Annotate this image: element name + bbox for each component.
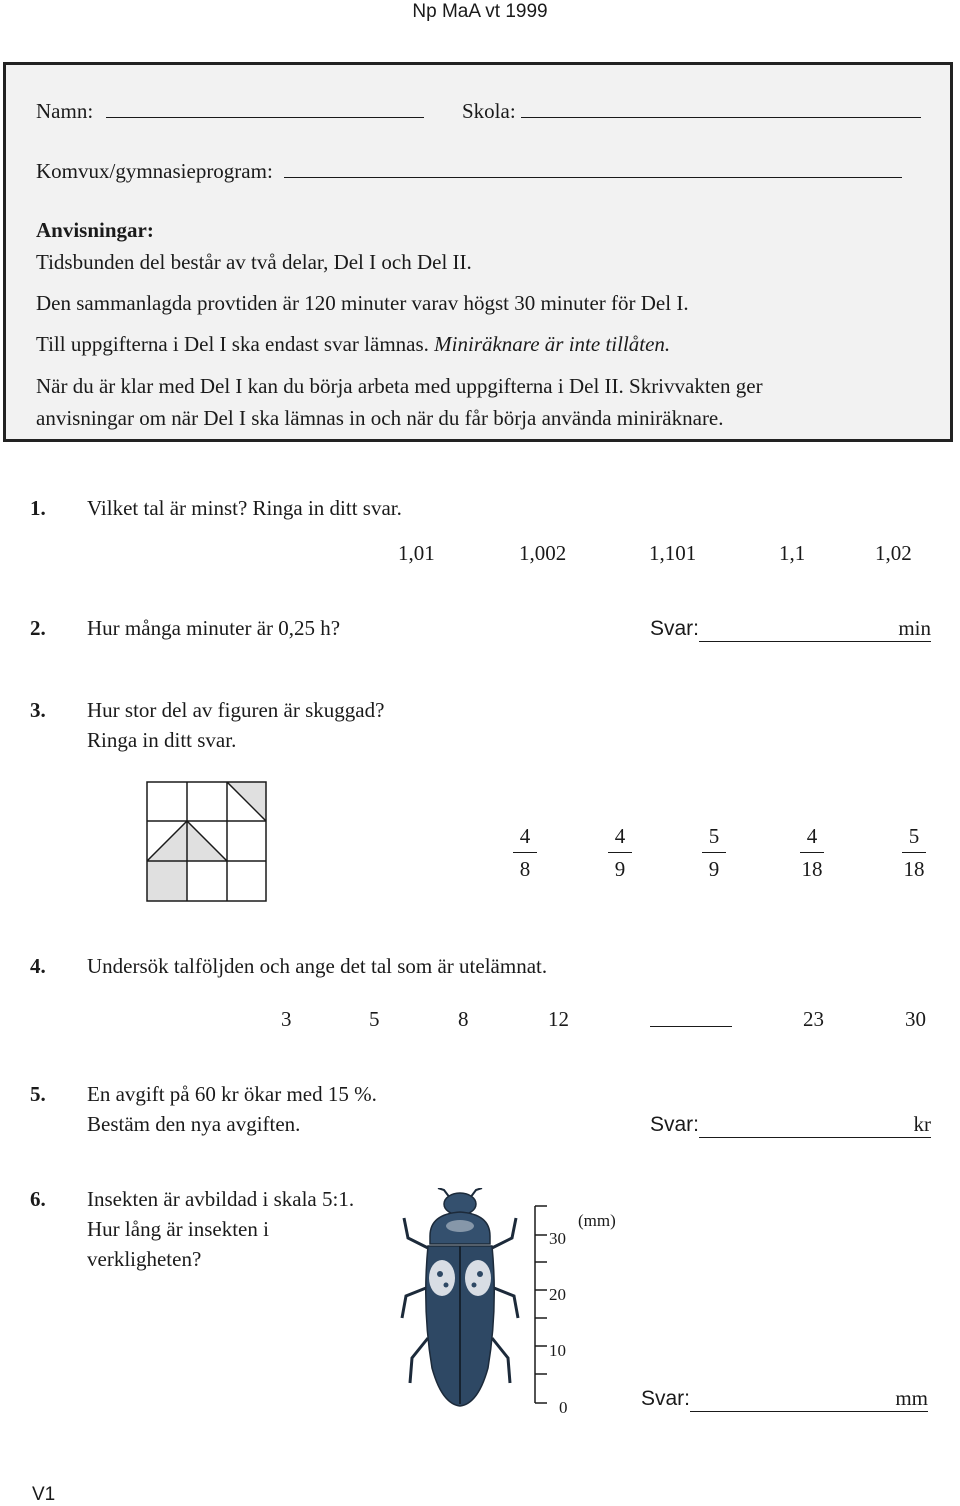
page-footer-version: V1 xyxy=(32,1484,56,1505)
q5-answer-row xyxy=(650,1111,931,1138)
q3-fraction-2[interactable] xyxy=(600,823,640,882)
instruction-line-1: Tidsbunden del består av två delar, Del I och Del II. xyxy=(36,250,472,274)
q1-option-1[interactable]: 1,01 xyxy=(398,541,435,565)
q3-fraction-4[interactable] xyxy=(792,823,832,882)
q3-fraction-3[interactable] xyxy=(694,823,734,882)
q4-seq-2: 5 xyxy=(369,1007,380,1031)
name-row xyxy=(36,98,424,124)
instructions-heading: Anvisningar: xyxy=(36,218,154,242)
page-header: Np MaA vt 1999 xyxy=(412,1,548,22)
q4-seq-1: 3 xyxy=(281,1007,292,1031)
q2-answer-field[interactable] xyxy=(699,615,931,642)
ruler-label-20: 20 xyxy=(549,1285,566,1304)
shaded-square-bottom-left xyxy=(147,861,187,901)
fraction-denominator: 18 xyxy=(801,857,823,881)
q1-option-3[interactable]: 1,101 xyxy=(649,541,697,565)
q6-unit: mm xyxy=(895,1386,929,1410)
school-row xyxy=(462,98,921,124)
fraction-denominator: 8 xyxy=(519,857,531,881)
program-row xyxy=(36,158,902,184)
q6-answer-row xyxy=(641,1385,928,1412)
q4-seq-7: 30 xyxy=(905,1007,926,1031)
q3-fraction-5[interactable] xyxy=(894,823,934,882)
q2-answer-row xyxy=(650,615,931,642)
school-label: Skola: xyxy=(462,99,516,123)
q6-number: 6. xyxy=(30,1187,46,1211)
q2-text: Hur många minuter är 0,25 h? xyxy=(87,616,341,640)
q5-text-line-1: En avgift på 60 kr ökar med 15 %. xyxy=(87,1082,377,1106)
instruction-line-4: När du är klar med Del I kan du börja arbeta med uppgifterna i Del II. Skrivvakten ger xyxy=(36,374,763,398)
q1-option-5[interactable]: 1,02 xyxy=(875,541,912,565)
q5-number: 5. xyxy=(30,1082,46,1106)
instruction-line-3-text: Till uppgifterna i Del I ska endast svar lämnas. xyxy=(36,332,429,356)
q4-number: 4. xyxy=(30,954,46,978)
name-label: Namn: xyxy=(36,99,94,123)
q3-text-line-1: Hur stor del av figuren är skuggad? xyxy=(87,698,385,722)
q6-answer-field[interactable] xyxy=(690,1385,928,1412)
program-label: Komvux/gymnasieprogram: xyxy=(36,159,273,183)
q3-text-line-2: Ringa in ditt svar. xyxy=(87,728,237,752)
name-field[interactable] xyxy=(106,117,424,118)
ruler-label-0: 0 xyxy=(559,1398,568,1417)
fraction-denominator: 18 xyxy=(903,857,925,881)
q1-number: 1. xyxy=(30,496,46,520)
q5-text-line-2: Bestäm den nya avgiften. xyxy=(87,1112,301,1136)
q4-seq-3: 8 xyxy=(458,1007,469,1031)
instruction-line-5: anvisningar om när Del I ska lämnas in och när du får börja använda miniräknare. xyxy=(36,406,724,430)
q6-text-line-2: Hur lång är insekten i xyxy=(87,1217,269,1241)
beetle-illustration xyxy=(400,1188,520,1410)
fraction-denominator: 9 xyxy=(708,857,720,881)
q4-seq-6: 23 xyxy=(803,1007,824,1031)
ruler-unit: (mm) xyxy=(578,1211,616,1230)
shaded-grid-figure xyxy=(145,780,269,904)
q2-number: 2. xyxy=(30,616,46,640)
instruction-line-3 xyxy=(36,331,670,357)
fraction-numerator: 5 xyxy=(908,824,920,848)
q3-fraction-1[interactable] xyxy=(505,823,545,882)
q3-number: 3. xyxy=(30,698,46,722)
school-field[interactable] xyxy=(521,117,921,118)
q2-unit: min xyxy=(898,616,932,640)
q6-text-line-3: verkligheten? xyxy=(87,1247,202,1271)
instruction-box xyxy=(3,62,953,442)
ruler-label-30: 30 xyxy=(549,1229,566,1248)
fraction-numerator: 4 xyxy=(806,824,818,848)
q5-answer-field[interactable] xyxy=(699,1111,931,1138)
q4-seq-4: 12 xyxy=(548,1007,569,1031)
fraction-numerator: 4 xyxy=(519,824,531,848)
ruler-label-10: 10 xyxy=(549,1341,566,1360)
q6-answer-label: Svar: xyxy=(641,1387,691,1410)
calculator-notice: Miniräknare är inte tillåten. xyxy=(434,332,671,356)
q2-answer-label: Svar: xyxy=(650,617,700,640)
instruction-line-2: Den sammanlagda provtiden är 120 minuter varav högst 30 minuter för Del I. xyxy=(36,291,689,315)
program-field[interactable] xyxy=(284,177,902,178)
fraction-numerator: 5 xyxy=(708,824,720,848)
q5-unit: kr xyxy=(913,1112,932,1136)
q1-text: Vilket tal är minst? Ringa in ditt svar. xyxy=(87,496,402,520)
q4-answer-field[interactable] xyxy=(650,1026,732,1027)
q4-text: Undersök talföljden och ange det tal som är utelämnat. xyxy=(87,954,548,978)
q1-option-4[interactable]: 1,1 xyxy=(779,541,806,565)
q6-text-line-1: Insekten är avbildad i skala 5:1. xyxy=(87,1187,355,1211)
fraction-numerator: 4 xyxy=(614,824,626,848)
fraction-denominator: 9 xyxy=(614,857,626,881)
q1-option-2[interactable]: 1,002 xyxy=(519,541,567,565)
q5-answer-label: Svar: xyxy=(650,1113,700,1136)
